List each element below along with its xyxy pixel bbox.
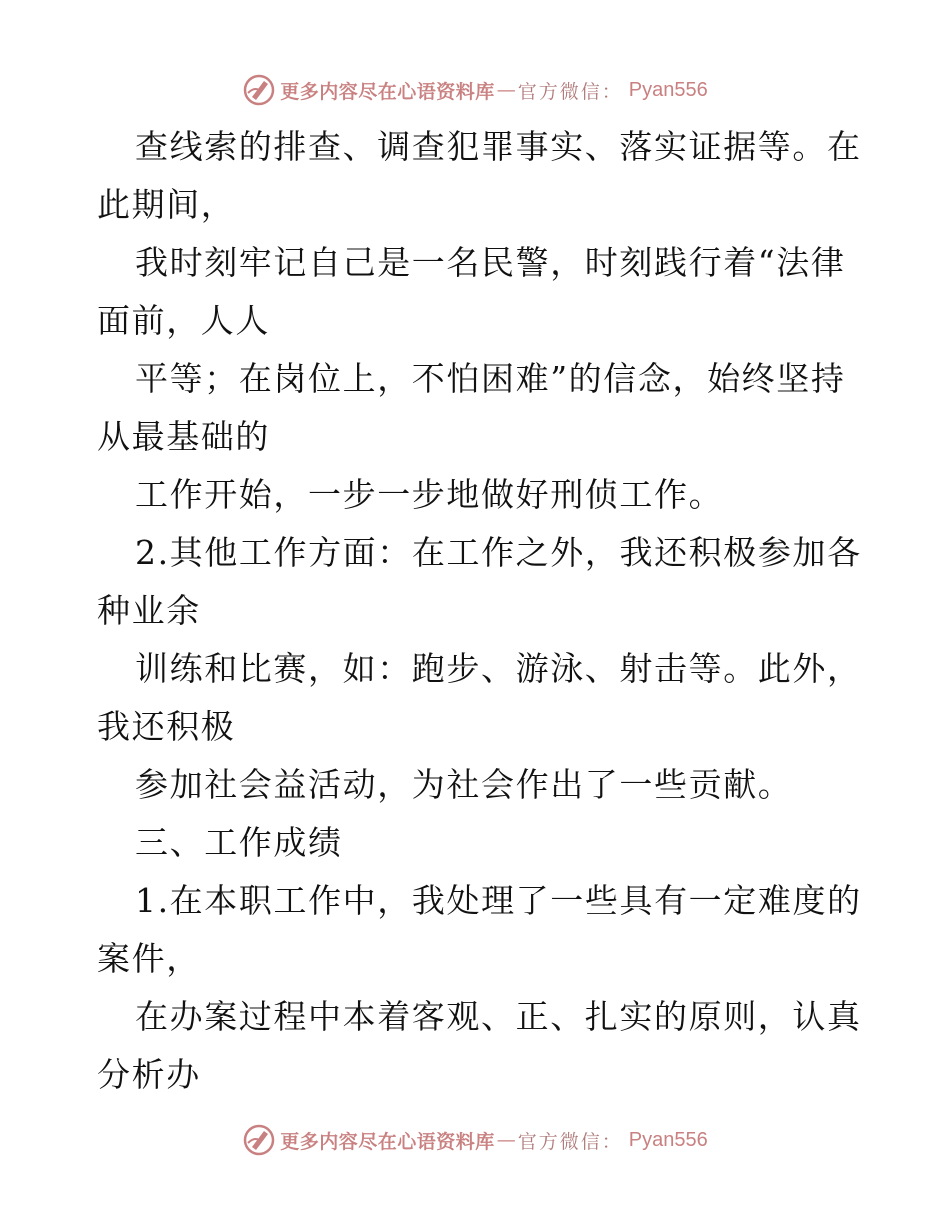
text-line: 我还积极 [97,707,236,746]
text-line: 平等；在岗位上，不怕困难”的信念，始终坚持 [135,359,846,398]
brand-logo-icon [242,73,276,107]
text-line: 2.其他工作方面：在工作之外，我还积极参加各 [135,533,862,572]
watermark-wechat-id: Pyan556 [628,78,708,101]
footer-watermark [0,1120,950,1160]
text-line: 种业余 [97,591,201,630]
section-heading: 三、工作成绩 [135,823,343,862]
watermark-dash: — [496,1129,516,1151]
text-line: 从最基础的 [97,417,270,456]
text-line: 案件， [97,939,201,978]
text-line: 在办案过程中本着客观、正、扎实的原则，认真 [135,997,862,1036]
document-body [97,118,862,1104]
text-line: 分析办 [97,1055,201,1094]
text-line: 工作开始，一步一步地做好刑侦工作。 [135,475,724,514]
text-line: 我时刻牢记自己是一名民警，时刻践行着“法律 [135,243,846,282]
watermark-dash: — [496,79,516,101]
brand-logo-icon [242,1123,276,1157]
text-line: 查线索的排查、调查犯罪事实、落实证据等。在 [135,127,862,166]
text-line: 训练和比赛，如：跑步、游泳、射击等。此外， [135,649,862,688]
watermark-official-label: 官方微信： [517,80,623,103]
watermark-wechat-id: Pyan556 [628,1128,708,1151]
text-line: 此期间， [97,185,236,224]
header-watermark [0,70,950,110]
watermark-brand-text: 更多内容尽在心语资料库 [280,80,495,103]
text-line: 参加社会益活动，为社会作出了一些贡献。 [135,765,793,804]
watermark-brand-text: 更多内容尽在心语资料库 [280,1130,495,1153]
watermark-official-label: 官方微信： [517,1130,623,1153]
text-line: 1.在本职工作中，我处理了一些具有一定难度的 [135,881,862,920]
text-line: 面前，人人 [97,301,270,340]
